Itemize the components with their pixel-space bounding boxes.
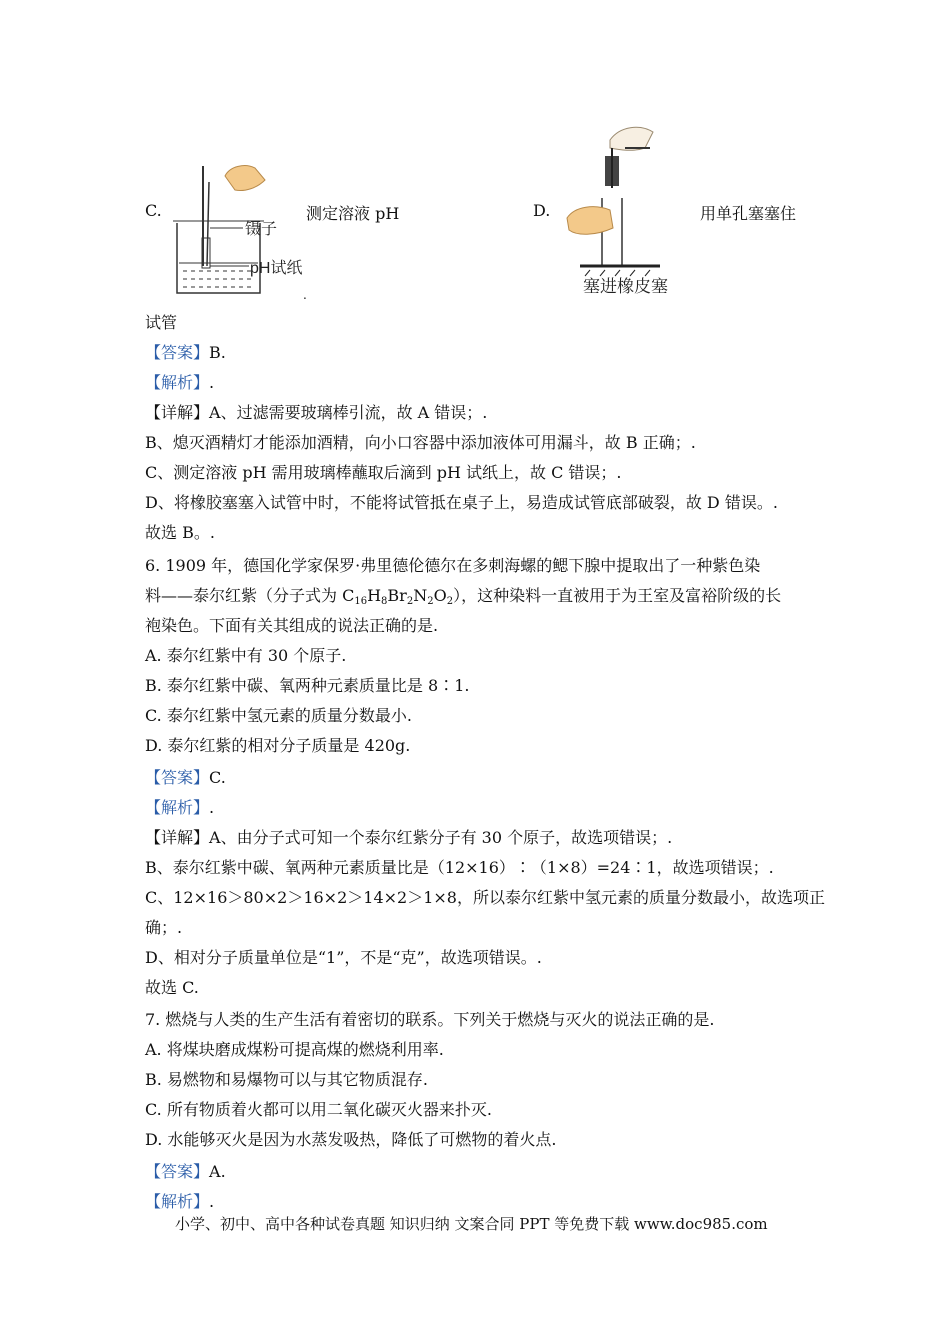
stopper-figure xyxy=(565,118,680,298)
formula-subscript: 8 xyxy=(381,596,388,607)
q5-option-d-continuation: 试管 xyxy=(145,313,178,332)
tweezers-line xyxy=(207,182,209,266)
detail-text: A、过滤需要玻璃棒引流，故 A 错误；. xyxy=(209,403,488,422)
page-footer: 小学、初中、高中各种试卷真题 知识归纳 文案合同 PPT 等免费下载 www.doc985.com xyxy=(175,1215,768,1233)
q7-stem: 7. 燃烧与人类的生产生活有着密切的联系。下列关于燃烧与灭火的说法正确的是. xyxy=(145,1010,715,1029)
q7-analysis xyxy=(145,1192,214,1212)
q6-detail-b: B、泰尔红紫中碳、氧两种元素质量比是（12×16）∶（1×8）=24∶1，故选项错误；. xyxy=(145,858,774,877)
formula-element: O xyxy=(433,586,447,605)
q7-option-b: B. 易燃物和易爆物可以与其它物质混存. xyxy=(145,1070,429,1089)
option-d-label: 用单孔塞塞住 xyxy=(700,204,797,223)
formula-subscript: 2 xyxy=(406,596,414,607)
hand-shape xyxy=(225,166,265,191)
hatch-line xyxy=(630,270,635,276)
detail-tag: 【详解】 xyxy=(145,403,210,422)
hatch-line xyxy=(600,270,605,276)
analysis-tag: 【解析】 xyxy=(145,373,210,392)
stopper-caption: 塞进橡皮塞 xyxy=(583,277,668,296)
option-c-letter: C. xyxy=(145,201,162,220)
detail-tag: 【详解】 xyxy=(145,828,210,847)
q5-conclusion: 故选 B。. xyxy=(145,523,215,542)
q6-detail-c-line1: C、12×16＞80×2＞16×2＞14×2＞1×8，所以泰尔红紫中氢元素的质量分数最小，故选项正 xyxy=(145,888,825,907)
q6-stem-line3: 袍染色。下面有关其组成的说法正确的是. xyxy=(145,616,439,635)
q7-option-c: C. 所有物质着火都可以用二氧化碳灭火器来扑灭. xyxy=(145,1100,492,1119)
q6-option-a: A. 泰尔红紫中有 30 个原子. xyxy=(145,646,347,665)
hatch-line xyxy=(645,270,650,276)
hand-shape xyxy=(610,127,653,150)
q5-detail-b: B、熄灭酒精灯才能添加酒精，向小口容器中添加液体可用漏斗，故 B 正确；. xyxy=(145,433,696,452)
q7-option-a: A. 将煤块磨成煤粉可提高煤的燃烧利用率. xyxy=(145,1040,444,1059)
q5-detail-d: D、将橡胶塞塞入试管中时，不能将试管抵在桌子上，易造成试管底部破裂，故 D 错误。. xyxy=(145,493,778,512)
q6-option-d: D. 泰尔红紫的相对分子质量是 420g. xyxy=(145,736,411,755)
answer-tag: 【答案】 xyxy=(145,343,210,362)
answer-tag: 【答案】 xyxy=(145,768,210,787)
option-c-label: 测定溶液 pH xyxy=(306,204,400,223)
q5-answer xyxy=(145,343,226,363)
q6-option-c: C. 泰尔红紫中氢元素的质量分数最小. xyxy=(145,706,412,725)
detail-text: A、由分子式可知一个泰尔红紫分子有 30 个原子，故选项错误；. xyxy=(209,828,673,847)
q5-detail-c: C、测定溶液 pH 需用玻璃棒蘸取后滴到 pH 试纸上，故 C 错误；. xyxy=(145,463,622,482)
q6-detail-a xyxy=(145,828,672,848)
q6-stem-line1: 6. 1909 年，德国化学家保罗·弗里德伦德尔在多刺海螺的鳃下腺中提取出了一种紫色染 xyxy=(145,556,761,575)
tweezers-label: 镊子 xyxy=(245,221,278,238)
answer-value: B. xyxy=(209,343,226,362)
answer-value: C. xyxy=(209,768,226,787)
q5-analysis xyxy=(145,373,214,393)
q7-option-d: D. 水能够灭火是因为水蒸发吸热，降低了可燃物的着火点. xyxy=(145,1130,557,1149)
stray-dot: . xyxy=(303,288,307,302)
answer-tag: 【答案】 xyxy=(145,1162,210,1181)
analysis-value: . xyxy=(209,373,215,392)
formula-element: Br xyxy=(387,586,407,605)
formula-element: H xyxy=(367,586,382,605)
q6-stem-line2 xyxy=(145,586,781,612)
formula-element: N xyxy=(413,586,428,605)
analysis-tag: 【解析】 xyxy=(145,798,210,817)
stem-text: 料——泰尔红紫（分子式为 C xyxy=(145,586,355,605)
q7-answer xyxy=(145,1162,226,1182)
q6-detail-c-line2: 确；. xyxy=(145,918,183,937)
analysis-tag: 【解析】 xyxy=(145,1192,210,1211)
q6-analysis xyxy=(145,798,214,818)
hand-shape xyxy=(567,207,613,235)
q6-option-b: B. 泰尔红紫中碳、氧两种元素质量比是 8∶1. xyxy=(145,676,470,695)
q6-detail-d: D、相对分子质量单位是“1”，不是“克”，故选项错误。. xyxy=(145,948,542,967)
stem-text: ），这种染料一直被用于为王室及富裕阶级的长 xyxy=(453,586,782,605)
analysis-value: . xyxy=(209,1192,215,1211)
hatch-line xyxy=(615,270,620,276)
answer-value: A. xyxy=(209,1162,226,1181)
option-d-letter: D. xyxy=(533,201,551,220)
q6-answer xyxy=(145,768,226,788)
analysis-value: . xyxy=(209,798,215,817)
q5-detail-a xyxy=(145,403,487,423)
formula-subscript: 2 xyxy=(446,596,454,607)
formula-subscript: 16 xyxy=(354,596,368,607)
ph-test-figure xyxy=(165,158,310,303)
ph-paper-label: pH试纸 xyxy=(250,260,303,277)
hatch-line xyxy=(585,270,590,276)
q6-conclusion: 故选 C. xyxy=(145,978,199,997)
formula-subscript: 2 xyxy=(427,596,434,607)
